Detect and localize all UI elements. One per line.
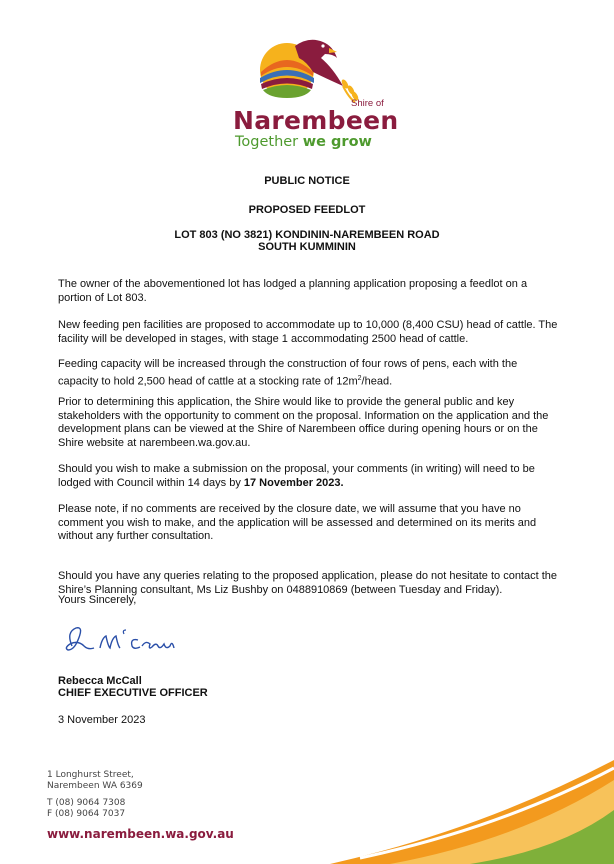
paragraph-3-suffix: /head. — [361, 375, 393, 388]
footer-website-link[interactable]: www.narembeen.wa.gov.au — [47, 827, 234, 841]
notice-date: 3 November 2023 — [58, 714, 146, 726]
closing: Yours Sincerely, — [58, 594, 137, 606]
logo-name: Narembeen — [233, 106, 399, 135]
closure-date: 17 November 2023. — [243, 476, 344, 489]
footer-phone: T (08) 9064 7308 — [47, 798, 126, 808]
paragraph-6: Please note, if no comments are received by the closure date, we will assume that you have no comment you wish to make, and the application will be assessed and determined on its merits and without any further consultation. — [58, 503, 537, 542]
location-heading — [0, 229, 614, 253]
logo-emblem-icon — [225, 28, 385, 108]
shire-logo — [225, 28, 399, 153]
notice-heading: PUBLIC NOTICE — [264, 175, 350, 187]
subject-heading: PROPOSED FEEDLOT — [248, 204, 366, 216]
paragraph-2: New feeding pen facilities are proposed to accommodate up to 10,000 (8,400 CSU) head of cattle. The facility will be developed in stages, with stage 1 accommodating 2500 head of cattle. — [58, 319, 558, 345]
superscript-2: 2 — [357, 374, 362, 382]
footer-fax: F (08) 9064 7037 — [47, 809, 126, 819]
paragraph-3 — [58, 358, 558, 389]
paragraph-4: Prior to determining this application, the Shire would like to provide the general public and key stakeholders with the opportunity to comment on the proposal. Information on the application and the development plans can be viewed at the Shire of Narembeen office during opening hours or on the Shire website at narembeen.wa.gov.au. — [58, 396, 549, 449]
logo-shire-of: Shire of — [351, 98, 384, 109]
paragraph-3-text: Feeding capacity will be increased through the construction of four rows of pens, each with the capacity to hold 2,500 head of cattle at a stocking rate of 12m — [58, 358, 518, 388]
footer-address-line-1: 1 Longhurst Street, — [47, 770, 134, 780]
footer-swoosh-icon — [330, 740, 614, 864]
location-line-1: LOT 803 (NO 3821) KONDININ-NAREMBEEN ROAD — [174, 229, 440, 241]
paragraph-1: The owner of the abovementioned lot has lodged a planning application proposing a feedlot on a portion of Lot 803. — [58, 278, 528, 304]
logo-tagline — [235, 134, 372, 150]
tagline-bold: we grow — [302, 134, 372, 150]
paragraph-5 — [58, 463, 558, 490]
footer-address-line-2: Narembeen WA 6369 — [47, 781, 143, 791]
paragraph-5-text: Should you wish to make a submission on the proposal, your comments (in writing) will need to be lodged with Council within 14 days by — [58, 463, 535, 489]
location-line-2: SOUTH KUMMININ — [258, 241, 356, 253]
tagline-regular: Together — [235, 134, 303, 150]
paragraph-7: Should you have any queries relating to the proposed application, please do not hesitate to contact the Shire’s Planning consultant, Ms Liz Bushby on 0488910869 (between Tuesday and Friday). — [58, 570, 558, 596]
signatory-title: CHIEF EXECUTIVE OFFICER — [58, 687, 208, 699]
signatory-name: Rebecca McCall — [58, 675, 142, 687]
handwritten-signature — [62, 620, 192, 660]
